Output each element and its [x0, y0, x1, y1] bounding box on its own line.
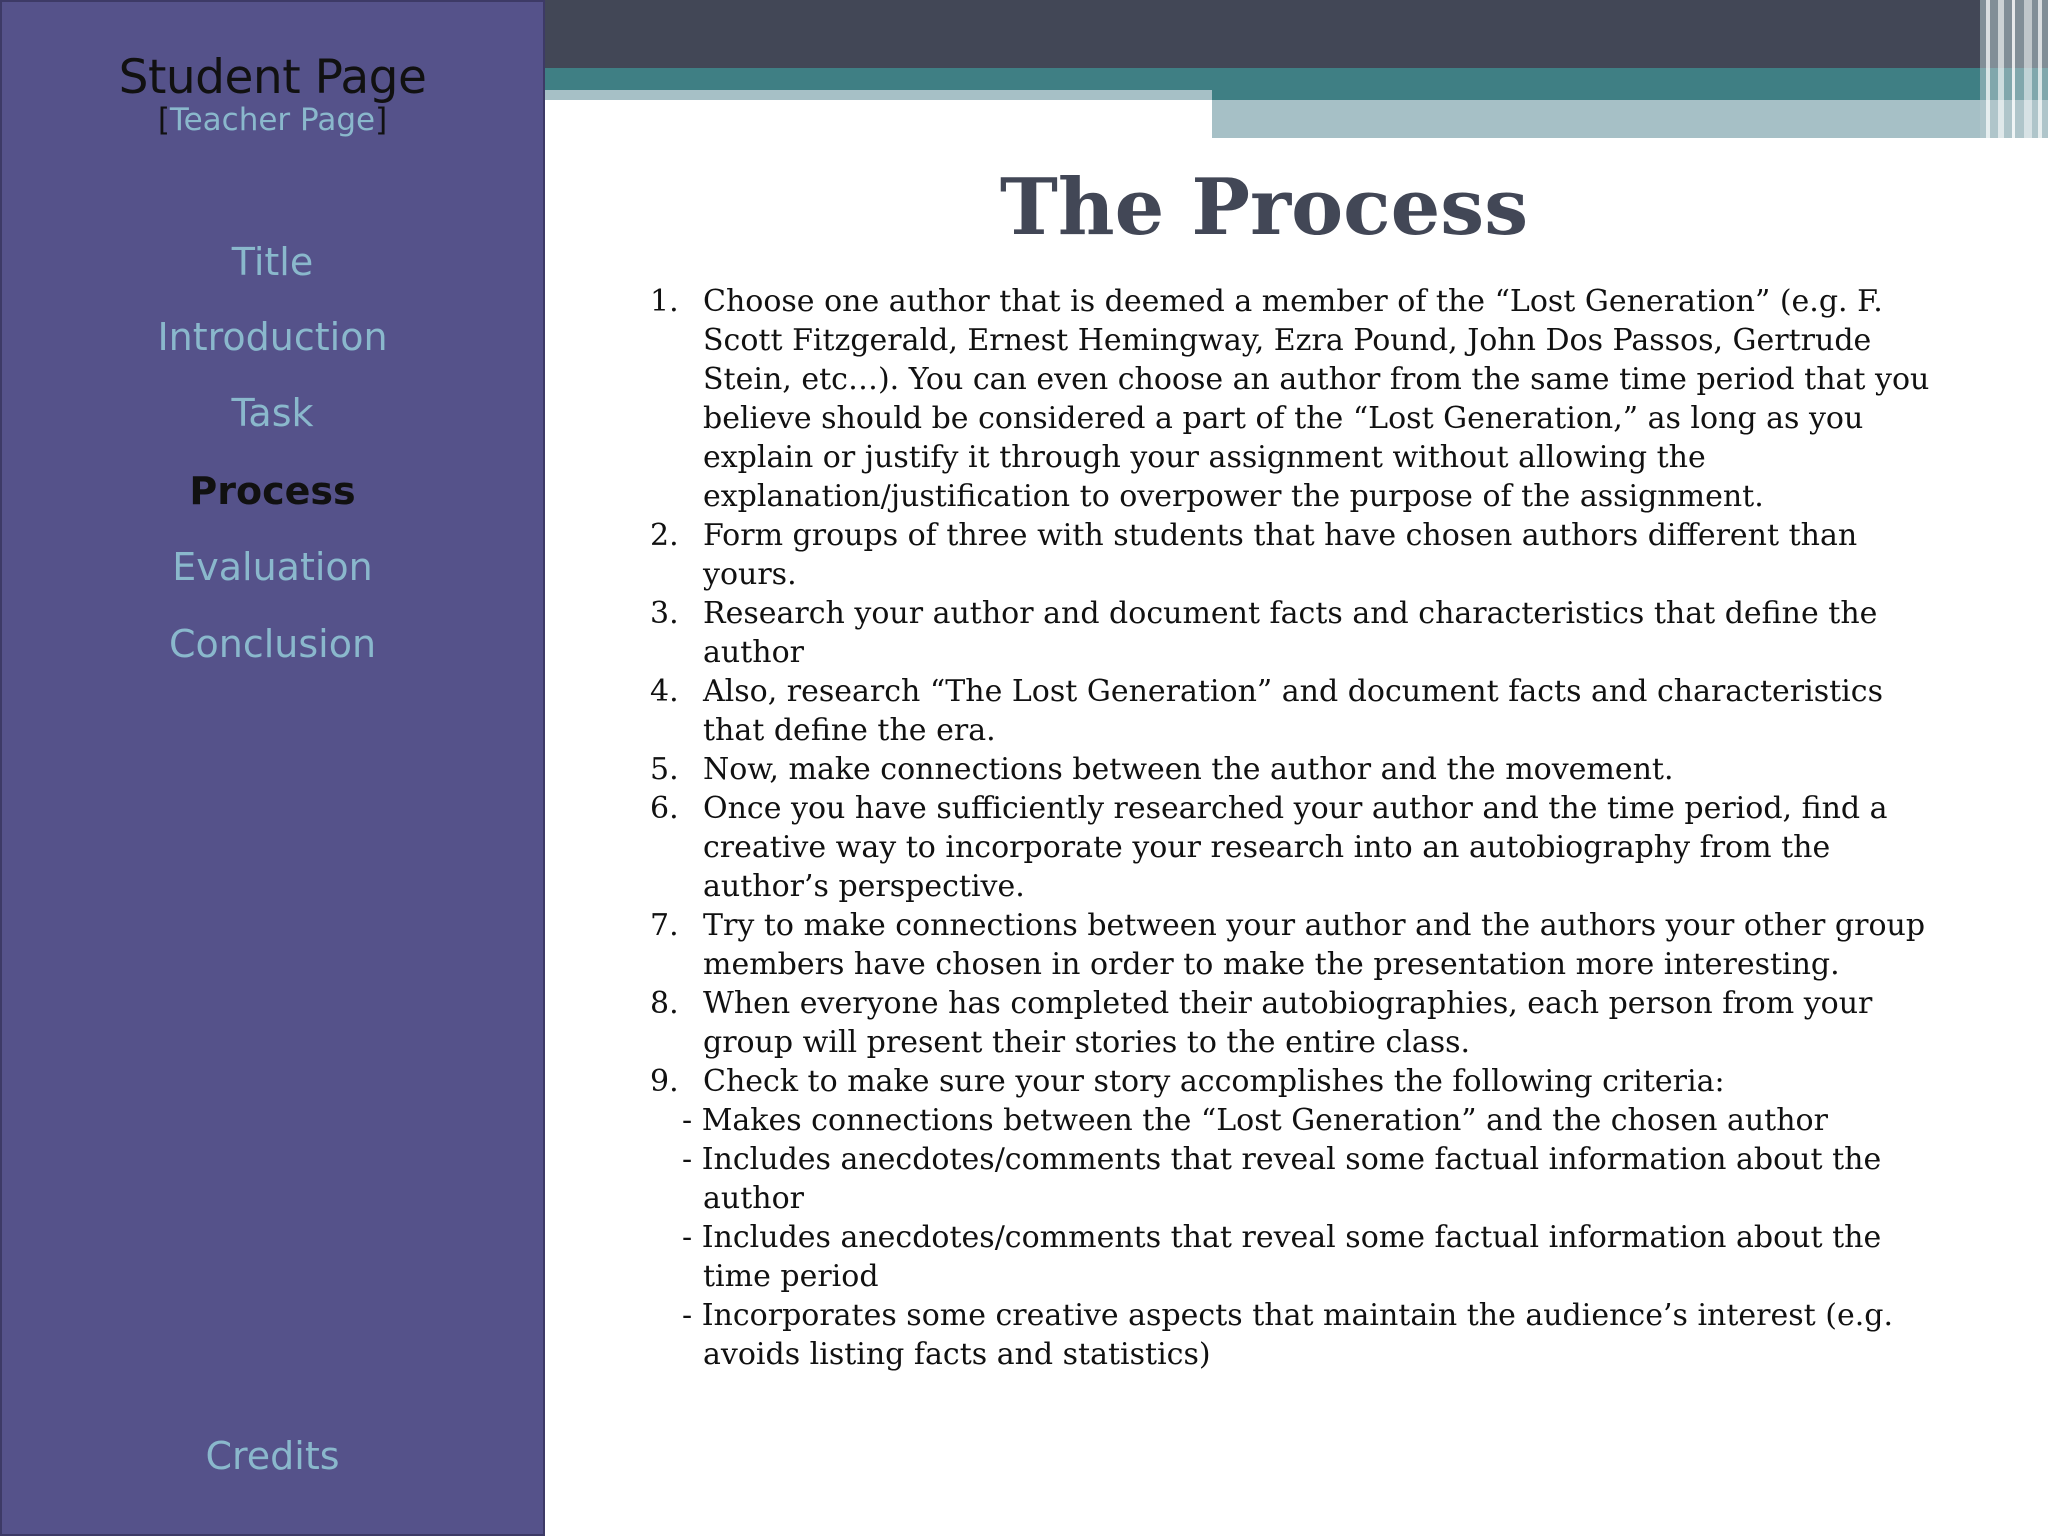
process-step [650, 516, 1930, 594]
step-text: Form groups of three with students that have chosen authors different than yours. [703, 518, 1858, 592]
step-text: Try to make connections between your author and the authors your other group members have chosen in order to make the presentation more interesting. [703, 908, 1926, 982]
process-step [650, 672, 1930, 750]
criterion-dash: - [682, 1298, 702, 1333]
process-step [650, 282, 1930, 516]
nav-item-credits[interactable]: Credits [205, 1434, 340, 1478]
criterion-dash: - [682, 1103, 702, 1138]
nav-item-evaluation[interactable]: Evaluation [172, 545, 373, 589]
step-text: When everyone has completed their autobiographies, each person from your group will present their stories to the entire class. [703, 986, 1873, 1060]
header-bar-light [545, 90, 1212, 100]
step-number: 6. [650, 791, 679, 826]
step-text: Once you have sufficiently researched your author and the time period, find a creative way to incorporate your research into an autobiography from the author’s perspective. [703, 791, 1888, 904]
page-title: The Process [999, 162, 1529, 253]
criterion-item [660, 1218, 1930, 1296]
criteria-list [660, 1101, 1930, 1374]
process-step [650, 594, 1930, 672]
step-number: 4. [650, 674, 679, 709]
teacher-bracket-open: [ [157, 102, 170, 138]
process-steps-list [650, 282, 1930, 1101]
criterion-text: Includes anecdotes/comments that reveal some factual information about the author [701, 1142, 1882, 1216]
edge-stripes-decoration [1980, 0, 2048, 138]
criterion-text: Includes anecdotes/comments that reveal some factual information about the time period [701, 1220, 1882, 1294]
criterion-text: Makes connections between the “Lost Generation” and the chosen author [701, 1103, 1828, 1138]
step-number: 1. [650, 284, 679, 319]
step-number: 2. [650, 518, 679, 553]
process-step [650, 906, 1930, 984]
step-number: 7. [650, 908, 679, 943]
step-number: 9. [650, 1064, 679, 1099]
criterion-item [660, 1101, 1930, 1140]
process-step [650, 1062, 1930, 1101]
criterion-dash: - [682, 1142, 702, 1177]
step-number: 8. [650, 986, 679, 1021]
nav-item-process[interactable]: Process [189, 469, 356, 513]
nav-item-introduction[interactable]: Introduction [157, 315, 388, 359]
step-text: Also, research “The Lost Generation” and document facts and characteristics that define the era. [703, 674, 1883, 748]
sidebar-title: Student Page [118, 50, 427, 105]
step-text: Research your author and document facts and characteristics that define the author [703, 596, 1878, 670]
criterion-text: Incorporates some creative aspects that maintain the audience’s interest (e.g. avoids listing facts and statistics) [701, 1298, 1894, 1372]
teacher-page-link[interactable]: Teacher Page [169, 102, 376, 138]
step-number: 3. [650, 596, 679, 631]
step-text: Now, make connections between the author and the movement. [703, 752, 1674, 787]
nav-item-title[interactable]: Title [231, 240, 314, 284]
criterion-item [660, 1296, 1930, 1374]
header-bar-dark [545, 0, 2048, 68]
sidebar-nav [2, 2, 543, 1534]
teacher-bracket-close: ] [375, 102, 388, 138]
step-text: Choose one author that is deemed a member of the “Lost Generation” (e.g. F. Scott Fitzgerald, Ernest Hemingway, Ezra Pound, John Dos Passos, Gertrude Stein, etc…). You can even choose an author from the same time period that you believe should be considered a part of the “Lost Generation,” as long as you explain or justify it through your assignment without allowing the explanation/justification to overpower the purpose of the assignment. [703, 284, 1930, 514]
process-step [650, 750, 1930, 789]
criterion-item [660, 1140, 1930, 1218]
process-step [650, 789, 1930, 906]
header-bar-light-right [1212, 100, 2048, 138]
process-step [650, 984, 1930, 1062]
nav-item-conclusion[interactable]: Conclusion [168, 622, 377, 666]
step-text: Check to make sure your story accomplishes the following criteria: [703, 1064, 1725, 1099]
nav-item-task[interactable]: Task [231, 391, 314, 435]
criterion-dash: - [682, 1220, 702, 1255]
step-number: 5. [650, 752, 679, 787]
sidebar [0, 0, 545, 1536]
